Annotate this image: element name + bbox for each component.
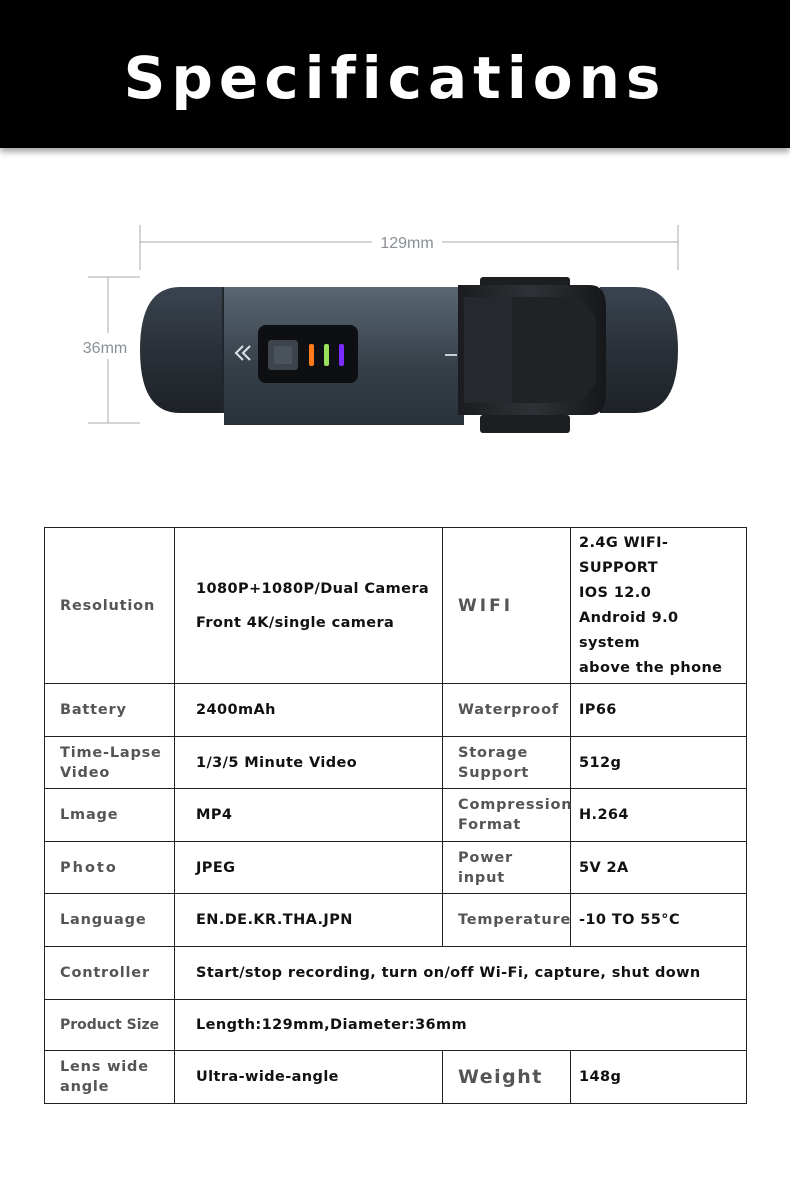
compression-label: [443, 789, 571, 842]
weight-label: Weight: [443, 1051, 571, 1104]
waterproof-label: Waterproof: [443, 684, 571, 737]
product-size-value: Length:129mm,Diameter:36mm: [175, 1000, 747, 1051]
wifi-line-4: above the phone: [579, 659, 723, 676]
led-purple: [339, 344, 344, 366]
storage-value: 512g: [571, 737, 747, 789]
length-dimension: [140, 225, 678, 270]
wifi-line-2: IOS 12.0: [579, 584, 652, 601]
mount-clamp: [445, 277, 606, 433]
controller-label: Controller: [45, 947, 175, 1000]
camera-illustration: [60, 215, 720, 445]
timelapse-label-line-1: Time-Lapse: [60, 744, 162, 761]
battery-label: Battery: [45, 684, 175, 737]
power-label-line-1: Power: [458, 849, 513, 866]
table-row: [45, 684, 747, 737]
power-label: [443, 842, 571, 894]
led-green: [324, 344, 329, 366]
table-row: [45, 1051, 747, 1104]
table-row: [45, 894, 747, 947]
spec-table: [44, 527, 747, 1104]
temperature-value: -10 TO 55°C: [571, 894, 747, 947]
temperature-label: Temperature: [443, 894, 571, 947]
photo-value: JPEG: [175, 842, 443, 894]
lens-cap: [600, 287, 678, 413]
battery-value: 2400mAh: [175, 684, 443, 737]
compression-label-line-1: Compression: [458, 797, 573, 813]
compression-value: H.264: [571, 789, 747, 842]
storage-label-line-2: Support: [458, 764, 530, 781]
wifi-line-1: 2.4G WIFI-SUPPORT: [579, 534, 669, 576]
language-label: Language: [45, 894, 175, 947]
table-row: [45, 528, 747, 684]
resolution-line-2: Front 4K/single camera: [196, 614, 395, 631]
language-value: EN.DE.KR.THA.JPN: [175, 894, 443, 947]
image-value: MP4: [175, 789, 443, 842]
product-size-label: Product Size: [45, 1000, 175, 1051]
table-row: [45, 789, 747, 842]
led-orange: [309, 344, 314, 366]
table-row: [45, 1000, 747, 1051]
lens-label-line-2: angle: [60, 1079, 110, 1095]
control-panel: [258, 325, 358, 383]
rear-cap: [140, 287, 225, 413]
resolution-value: [175, 528, 443, 684]
compression-label-line-2: Format: [458, 817, 522, 833]
timelapse-label-line-2: Video: [60, 764, 111, 781]
resolution-label: Resolution: [45, 528, 175, 684]
lens-label-line-1: Lens wide: [60, 1059, 149, 1075]
wifi-line-3: Android 9.0 system: [579, 609, 679, 651]
wifi-value: [571, 528, 747, 684]
table-row: [45, 947, 747, 1000]
table-row: [45, 842, 747, 894]
power-label-line-2: input: [458, 869, 505, 886]
timelapse-value: 1/3/5 Minute Video: [175, 737, 443, 789]
lens-value: Ultra-wide-angle: [175, 1051, 443, 1104]
lens-label: [45, 1051, 175, 1104]
weight-value: 148g: [571, 1051, 747, 1104]
storage-label-line-1: Storage: [458, 744, 529, 761]
product-figure: [60, 215, 720, 445]
page-title: Specifications: [123, 44, 667, 112]
controller-value: Start/stop recording, turn on/off Wi-Fi, capture, shut down: [175, 947, 747, 1000]
wifi-label: WIFI: [443, 528, 571, 684]
table-row: [45, 737, 747, 789]
resolution-line-1: 1080P+1080P/Dual Camera: [196, 580, 430, 597]
timelapse-label: [45, 737, 175, 789]
diameter-label: 36mm: [82, 340, 128, 357]
image-label: Lmage: [45, 789, 175, 842]
power-value: 5V 2A: [571, 842, 747, 894]
diameter-dimension: [83, 277, 140, 423]
length-label: 129mm: [380, 235, 434, 252]
photo-label: Photo: [45, 842, 175, 894]
waterproof-value: IP66: [571, 684, 747, 737]
storage-label: [443, 737, 571, 789]
header-banner: [0, 0, 790, 148]
